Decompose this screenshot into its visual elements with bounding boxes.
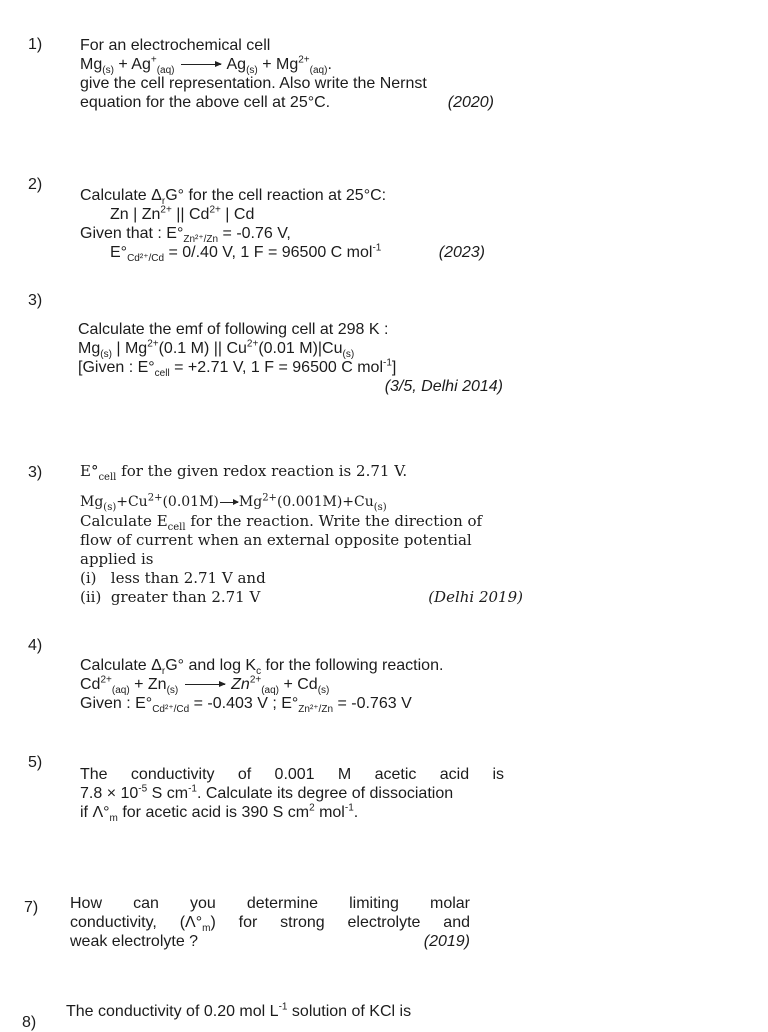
question-4 xyxy=(80,656,505,716)
q2-cell: Zn | $Zn^{2+}$ || $Cd^{2+}$ | Cd xyxy=(110,204,255,223)
q5-line2: $7.8 \times 10^{-5}$ S $cm^{-1}$. Calculate its degree of dissociation xyxy=(80,783,454,802)
question-number: 3) xyxy=(28,464,43,481)
question-number: 2) xyxy=(28,176,43,193)
q4-line1: Calculate $\Delta_rG^\circ$ and $\log K_c$ for the following reaction. xyxy=(80,657,444,678)
q4-given: Given : $E^\circ_{Cd^{2+}/Cd} = -0.403$ V ; $E^\circ_{Zn^{2+}/Zn} = -0.763$ V xyxy=(80,695,412,716)
q3-line1: Calculate the emf of following cell at 298 K : xyxy=(78,321,389,338)
year-label: (3/5, Delhi 2014) xyxy=(384,378,503,395)
question-1 xyxy=(80,36,500,112)
question-number: 8) xyxy=(22,1014,37,1031)
q3b-line4: flow of current when an external opposite potential xyxy=(80,531,472,549)
q3b-equation: $Mg_{(s)}+Cu^{2+}(0.01M)$ $Mg^{2+}(0.001M)+Cu_{(s)}$ xyxy=(80,492,387,513)
year-label: (2020) xyxy=(447,94,494,111)
q3b-option-2: (ii) greater than 2.71 V xyxy=(80,588,261,606)
q2-line1: Calculate $\Delta_rG^\circ$ for the cell reaction at 25°C: xyxy=(80,187,387,208)
q3b-line1: $E^\circ_{cell}$ for the given redox reaction is 2.71 V. xyxy=(80,462,408,483)
q3-year-line xyxy=(78,377,503,397)
q4-equation: $Cd^{2+}_{(aq)} + Zn_{(s)}$ $Zn^{2+}_{(aq)} + Cd_{(s)}$ xyxy=(80,674,330,697)
q1-line3: give the cell representation. Also write the Nernst xyxy=(80,75,427,92)
question-3 xyxy=(78,320,503,397)
year-label: (2019) xyxy=(423,933,470,950)
reaction-arrow-icon xyxy=(181,64,221,65)
q7-line1: How can you determine limiting molar xyxy=(70,895,470,912)
question-2 xyxy=(80,186,485,265)
year-label: (Delhi 2019) xyxy=(428,588,523,606)
question-3b xyxy=(80,462,525,607)
q1-intro: For an electrochemical cell xyxy=(80,37,271,54)
q3-given: [Given : $E^\circ_{cell} = +2.71$ V, 1 F = 96500 C mol$^{-1}$] xyxy=(78,357,397,380)
question-7 xyxy=(70,894,470,951)
question-number: 5) xyxy=(28,754,43,771)
q1-equation: $Mg_{(s)} + Ag^+_{(aq)}$ $Ag_{(s)} + Mg^{2+}_{(aq)}$. xyxy=(80,54,332,77)
question-number: 3) xyxy=(28,292,43,309)
q1-line4: equation for the above cell at 25°C. (2020) xyxy=(80,94,494,111)
q3b-line5: applied is xyxy=(80,550,154,568)
q3b-option-2-line xyxy=(80,588,525,607)
q2-e-value: $E^\circ_{Cd^{2+}/Cd} = 0/.40$ V, 1 F = 96500 C mol$^{-1}$ (2023) xyxy=(110,242,485,265)
q5-line3: if $\Lambda^\circ_m$ for acetic acid is 390 S $cm^2$ mol$^{-1}$. xyxy=(80,802,359,825)
q3-cell: $Mg_{(s)}$ | $Mg^{2+}(0.1$ M) || $Cu^{2+}(0.01$ $M)|Cu_{(s)}$ xyxy=(78,338,355,361)
question-number: 4) xyxy=(28,637,43,654)
question-8 xyxy=(66,1002,486,1021)
reaction-arrow-icon xyxy=(220,502,238,503)
year-label: (2023) xyxy=(438,244,485,261)
q7-line3: weak electrolyte ? (2019) xyxy=(70,933,470,950)
q2-given: Given that : $E^\circ_{Zn^{2+}/Zn} = -0.76$ V, xyxy=(80,225,291,246)
q5-line1: The conductivity of 0.001 M acetic acid is xyxy=(80,766,504,783)
q3b-line3: Calculate $E_{cell}$ for the reaction. Write the direction of xyxy=(80,512,483,533)
question-number: 7) xyxy=(24,899,39,916)
reaction-arrow-icon xyxy=(185,684,225,685)
question-5 xyxy=(80,765,504,825)
q8-line1: The conductivity of 0.20 mol $L^{-1}$ solution of KCl is xyxy=(66,1001,412,1020)
q7-line2: conductivity, $(\Lambda^\circ_m)$ for strong electrolyte and xyxy=(70,914,470,935)
q3b-option-1: (i) less than 2.71 V and xyxy=(80,569,266,587)
question-number: 1) xyxy=(28,36,43,53)
